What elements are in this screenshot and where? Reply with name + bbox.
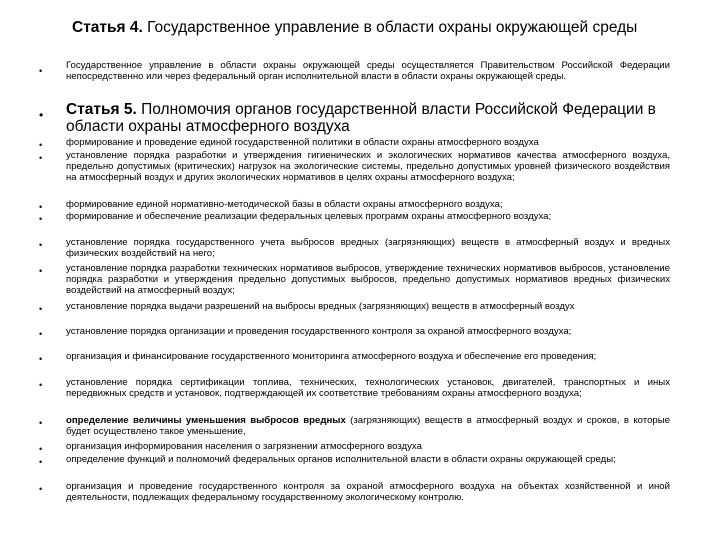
list-item: установление порядка выдачи разрешений на выбросы вредных (загрязняющих) веществ в атмосферный воздух: [66, 301, 575, 312]
bullet: •: [39, 354, 43, 364]
list-item-text: (загрязняющих) веществ в атмосферный воздух и сроков, в которые будет осуществлено такое уменьшение,: [66, 415, 670, 437]
bullet: •: [39, 484, 43, 494]
bullet: •: [39, 266, 43, 276]
bullet: •: [39, 153, 43, 163]
bullet: •: [39, 329, 43, 339]
bullet: •: [39, 457, 43, 467]
bullet: •: [39, 444, 43, 454]
bullet: •: [39, 214, 43, 224]
bullet: •: [39, 140, 43, 150]
article-4-heading: Государственное управление в области охраны окружающей среды: [142, 19, 638, 36]
list-item: организация и проведение государственного контроля за охраной атмосферного воздуха на объектах хозяйственной и иной деятельности, подлежащих федеральному государственному экологическому контролю.: [66, 481, 670, 503]
bullet: •: [39, 240, 43, 250]
list-item: формирование и проведение единой государственной политики в области охраны атмосферного воздуха: [66, 137, 539, 148]
bullet: •: [39, 108, 44, 122]
list-item: [66, 415, 670, 437]
list-item: организация информирования населения о загрязнении атмосферного воздуха: [66, 441, 422, 452]
bullet: •: [39, 202, 43, 212]
bullet: •: [39, 66, 43, 76]
list-item: формирование и обеспечение реализации федеральных целевых программ охраны атмосферного воздуха;: [66, 211, 552, 222]
list-item-emphasis: определение величины уменьшения выбросов вредных: [66, 415, 346, 426]
list-item: установление порядка государственного учета выбросов вредных (загрязняющих) веществ в атмосферный воздух и вредных физических воздействий на него;: [66, 237, 670, 259]
intro-paragraph: Государственное управление в области охраны окружающей среды осуществляется Правительством Российской Федерации непосредственно или через федеральный орган исполнительной власти в области охраны окружающей среды.: [66, 60, 670, 82]
article-4-number: Статья 4.: [72, 19, 143, 36]
article-5-title: [66, 101, 676, 135]
article-5-heading: Полномочия органов государственной власти Российской Федерации в области охраны атмосферного воздуха: [66, 101, 656, 135]
list-item: формирование единой нормативно-методической базы в области охраны атмосферного воздуха;: [66, 199, 503, 210]
list-item: установление порядка разработки и утверждения гигиенических и экологических нормативов качества атмосферного воздуха, предельно допустимых (критических) нагрузок на экологические системы, предельно допустимых уровней физического воздействия на атмосферный воздух и других экологических нормативов в целях охраны атмосферного воздуха;: [66, 150, 670, 183]
list-item: установление порядка организации и проведения государственного контроля за охраной атмосферного воздуха;: [66, 326, 572, 337]
bullet: •: [39, 418, 43, 428]
list-item: установление порядка разработки технических нормативов выбросов, утверждение технических нормативов выбросов, установление порядка разработки и утверждения предельно допустимых выбросов, предельно допустимых нормативов вредных физических воздействий на атмосферный воздух;: [66, 263, 670, 296]
list-item: определение функций и полномочий федеральных органов исполнительной власти в области охраны окружающей среды;: [66, 454, 616, 465]
list-item: установление порядка сертификации топлива, технических, технологических установок, двигателей, транспортных и иных передвижных средств и установок, подтверждающей их соответствие требованиям охраны атмосферного воздуха;: [66, 377, 670, 399]
bullet: •: [39, 380, 43, 390]
article-5-number: Статья 5.: [66, 101, 137, 118]
article-4-title: [72, 18, 682, 38]
list-item: организация и финансирование государственного мониторинга атмосферного воздуха и обеспечение его проведения;: [66, 351, 597, 362]
bullet: •: [39, 304, 43, 314]
